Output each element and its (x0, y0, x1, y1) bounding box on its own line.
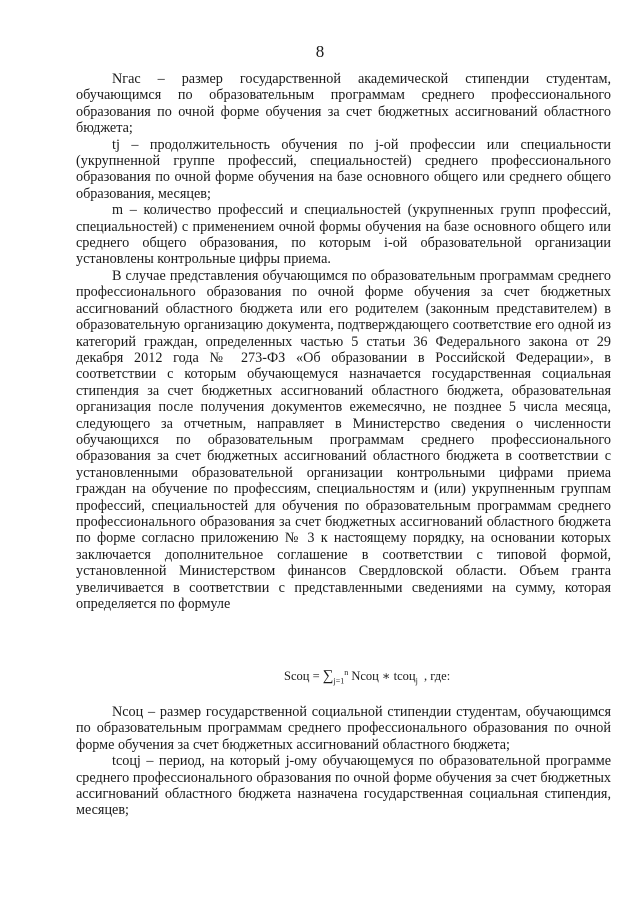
formula-operator: ∗ (381, 669, 391, 684)
formula-lhs: Sсоц (284, 669, 310, 684)
formula-term1: Nсоц (351, 669, 379, 684)
formula-sum-upper: n (344, 668, 349, 677)
formula-suffix: , где: (424, 669, 451, 684)
document-body-top (76, 71, 611, 612)
paragraph-m-definition: m – количество профессий и специальностей (укрупненных групп профессий, специальностей) с применением очной формы обучения на базе основного общего или среднего общего образования, по которым i-ой образовательной организации установлены контрольные цифры приема. (76, 202, 611, 268)
paragraph-tsoc-definition: tсоцj – период, на который j-ому обучающемуся по образовательной программе среднего профессионального образования по очной форме обучения за счет бюджетных ассигнований областного бюджета назначена государственная социальная стипендия, месяцев; (76, 753, 611, 819)
formula-sum-lower: j=1 (333, 676, 345, 686)
document-body-bottom (76, 704, 611, 819)
formula-term2-sub: j (415, 676, 418, 686)
page-number: 8 (315, 42, 325, 61)
formula-social (284, 668, 450, 686)
formula-sum-sign: ∑ (322, 668, 334, 685)
paragraph-nsoc-definition: Nсоц – размер государственной социальной стипендии студентам, обучающимся по образовательным программам среднего профессионального образования по очной форме обучения за счет бюджетных ассигнований областного бюджета; (76, 704, 611, 753)
paragraph-ngas-definition: Nгас – размер государственной академической стипендии студентам, обучающимся по образовательным программам среднего профессионального образования по очной форме обучения за счет бюджетных ассигнований областного бюджета; (76, 71, 611, 137)
formula-term2: tсоц (393, 669, 416, 684)
formula-equals: = (312, 669, 320, 684)
paragraph-social-stipend: В случае представления обучающимся по образовательным программам среднего профессионального образования по очной форме обучения за счет бюджетных ассигнований областного бюджета или его родителем (законным представителем) в образовательную организацию документа, подтверждающего соответствие его одной из категорий граждан, определенных частью 5 статьи 36 Федерального закона от 29 декабря 2012 года № 273-ФЗ «Об образовании в Российской Федерации», в соответствии с которым обучающемуся назначается государственная социальная стипендия за счет бюджетных ассигнований областного бюджета, образовательная организация после получения документов ежемесячно, не позднее 5 числа месяца, следующего за отчетным, направляет в Министерство сведения о численности обучающихся по образовательным программам среднего профессионального образования за счет бюджетных ассигнований областного бюджета в соответствии с установленными образовательной организации контрольными цифрами приема граждан на обучение по профессиям, специальностям и (или) укрупненным группам профессий, специальностей для обучения по образовательным программам среднего профессионального образования за счет бюджетных ассигнований областного бюджета по форме согласно приложению № 3 к настоящему порядку, на основании которых заключается дополнительное соглашение в соответствии с типовой формой, установленной Министерством финансов Свердловской области. Объем гранта увеличивается в соответствии с представленными сведениями на сумму, которая определяется по формуле (76, 267, 611, 612)
paragraph-tj-definition: tj – продолжительность обучения по j-ой профессии или специальности (укрупненной группе профессий, специальностей) среднего профессионального образования по очной форме обучения на базе основного общего или среднего общего образования, месяцев; (76, 136, 611, 202)
